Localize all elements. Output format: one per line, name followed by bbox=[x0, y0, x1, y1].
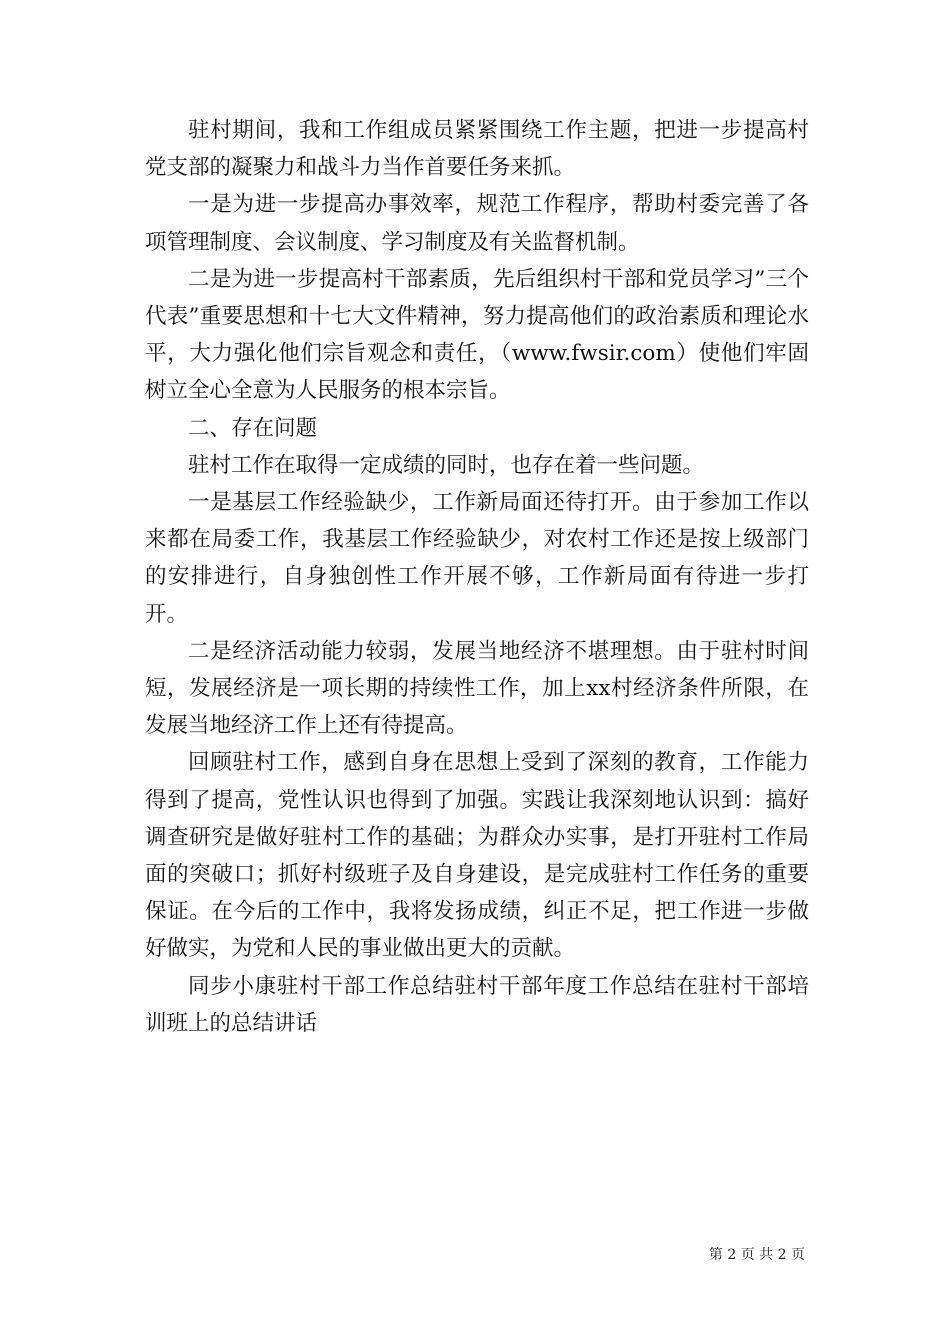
paragraph-1: 驻村期间，我和工作组成员紧紧围绕工作主题，把进一步提高村党支部的凝聚力和战斗力当作首要任务来抓。 bbox=[145, 118, 809, 181]
paragraph-6: 一是基层工作经验缺少，工作新局面还待打开。由于参加工作以来都在局委工作，我基层工作经验缺少，对农村工作还是按上级部门的安排进行，自身独创性工作开展不够，工作新局面有待进一步打开。 bbox=[145, 490, 809, 627]
paragraph-9: 同步小康驻村干部工作总结驻村干部年度工作总结在驻村干部培训班上的总结讲话 bbox=[145, 973, 809, 1036]
paragraph-3: 二是为进一步提高村干部素质，先后组织村干部和党员学习”三个代表”重要思想和十七大文件精神，努力提高他们的政治素质和理论水平，大力强化他们宗旨观念和责任，（www.fwsir.com）使他们牢固树立全心全意为人民服务的根本宗旨。 bbox=[145, 266, 809, 404]
document-body bbox=[145, 112, 809, 1042]
paragraph-8: 回顾驻村工作，感到自身在思想上受到了深刻的教育，工作能力得到了提高，党性认识也得到了加强。实践让我深刻地认识到：搞好调查研究是做好驻村工作的基础；为群众办实事，是打开驻村工作局面的突破口；抓好村级班子及自身建设，是完成驻村工作任务的重要保证。在今后的工作中，我将发扬成绩，纠正不足，把工作进一步做好做实，为党和人民的事业做出更大的贡献。 bbox=[145, 750, 809, 962]
paragraph-2: 一是为进一步提高办事效率，规范工作程序，帮助村委完善了各项管理制度、会议制度、学习制度及有关监督机制。 bbox=[145, 192, 809, 255]
paragraph-5: 驻村工作在取得一定成绩的同时，也存在着一些问题。 bbox=[188, 452, 705, 478]
page-number: 第 2 页 共 2 页 bbox=[708, 1247, 805, 1263]
section-heading-problems: 二、存在问题 bbox=[188, 415, 318, 441]
paragraph-7: 二是经济活动能力较弱，发展当地经济不堪理想。由于驻村时间短，发展经济是一项长期的持续性工作，加上xx村经济条件所限，在发展当地经济工作上还有待提高。 bbox=[145, 638, 809, 739]
